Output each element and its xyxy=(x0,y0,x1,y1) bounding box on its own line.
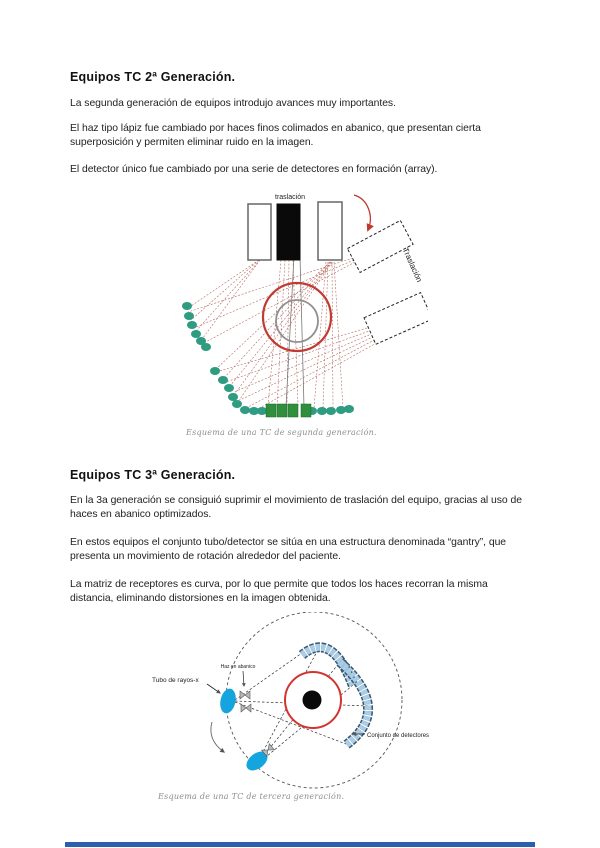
translation-arrow-icon xyxy=(354,195,370,230)
rotation-arrow-icon xyxy=(211,722,224,752)
paragraph-3gen-1: En la 3a generación se consiguió suprimir el movimiento de traslación del equipo, gracias al uso de haces en abanico optimizados. xyxy=(70,495,522,520)
tube-position-upper xyxy=(347,220,413,272)
collimator-block-left xyxy=(248,204,271,260)
tube-position-lower xyxy=(364,293,428,345)
label-detector-array: Conjunto de detectores xyxy=(367,733,430,739)
label-xray-tube: Tubo de rayos-x xyxy=(152,677,199,684)
caption-2nd-generation: Esquema de una TC de segunda generación. xyxy=(186,428,377,437)
paragraph-2gen-1: La segunda generación de equipos introdujo avances muy importantes. xyxy=(70,98,396,109)
diagram-3rd-generation xyxy=(150,612,450,797)
paragraph-2gen-3: El detector único fue cambiado por una serie de detectores en formación (array). xyxy=(70,164,438,175)
label-fan-beam: Haz en abanico xyxy=(220,664,256,670)
diagram-2nd-generation xyxy=(178,186,428,431)
paragraph-3gen-2: En estos equipos el conjunto tubo/detector se sitúa en una estructura denominada “gantry”, que presenta un movimiento de rotación alrededor del paciente. xyxy=(70,537,507,562)
collimator-block-right xyxy=(318,202,342,260)
paragraph-3gen-3: La matriz de receptores es curva, por lo que permite que todos los haces recorran la misma distancia, eliminando distorsiones en la imagen obtenida. xyxy=(70,579,488,604)
caption-3rd-generation: Esquema de una TC de tercera generación. xyxy=(158,792,345,801)
fan-beam-pointer xyxy=(243,671,244,686)
xray-tube-position-1 xyxy=(218,687,238,715)
detector-array-ellipses xyxy=(182,302,354,415)
patient-center-dot xyxy=(303,691,322,710)
heading-3rd-generation: Equipos TC 3ª Generación. xyxy=(70,468,236,482)
patient-inner-ring xyxy=(276,300,318,342)
heading-2nd-generation: Equipos TC 2ª Generación. xyxy=(70,70,236,84)
label-traslacion-side: Traslación xyxy=(400,246,424,284)
xray-tube-pointer xyxy=(207,684,220,693)
footer-accent-bar xyxy=(65,842,535,847)
detector-array-squares xyxy=(266,404,311,417)
xray-source-block xyxy=(277,204,300,260)
paragraph-2gen-2: El haz tipo lápiz fue cambiado por haces finos colimados en abanico, que presentan cierta superposición y permiten eliminar ruido en la imagen. xyxy=(70,123,481,148)
label-traslacion-top: traslación xyxy=(275,194,305,201)
xray-beams xyxy=(188,258,380,410)
